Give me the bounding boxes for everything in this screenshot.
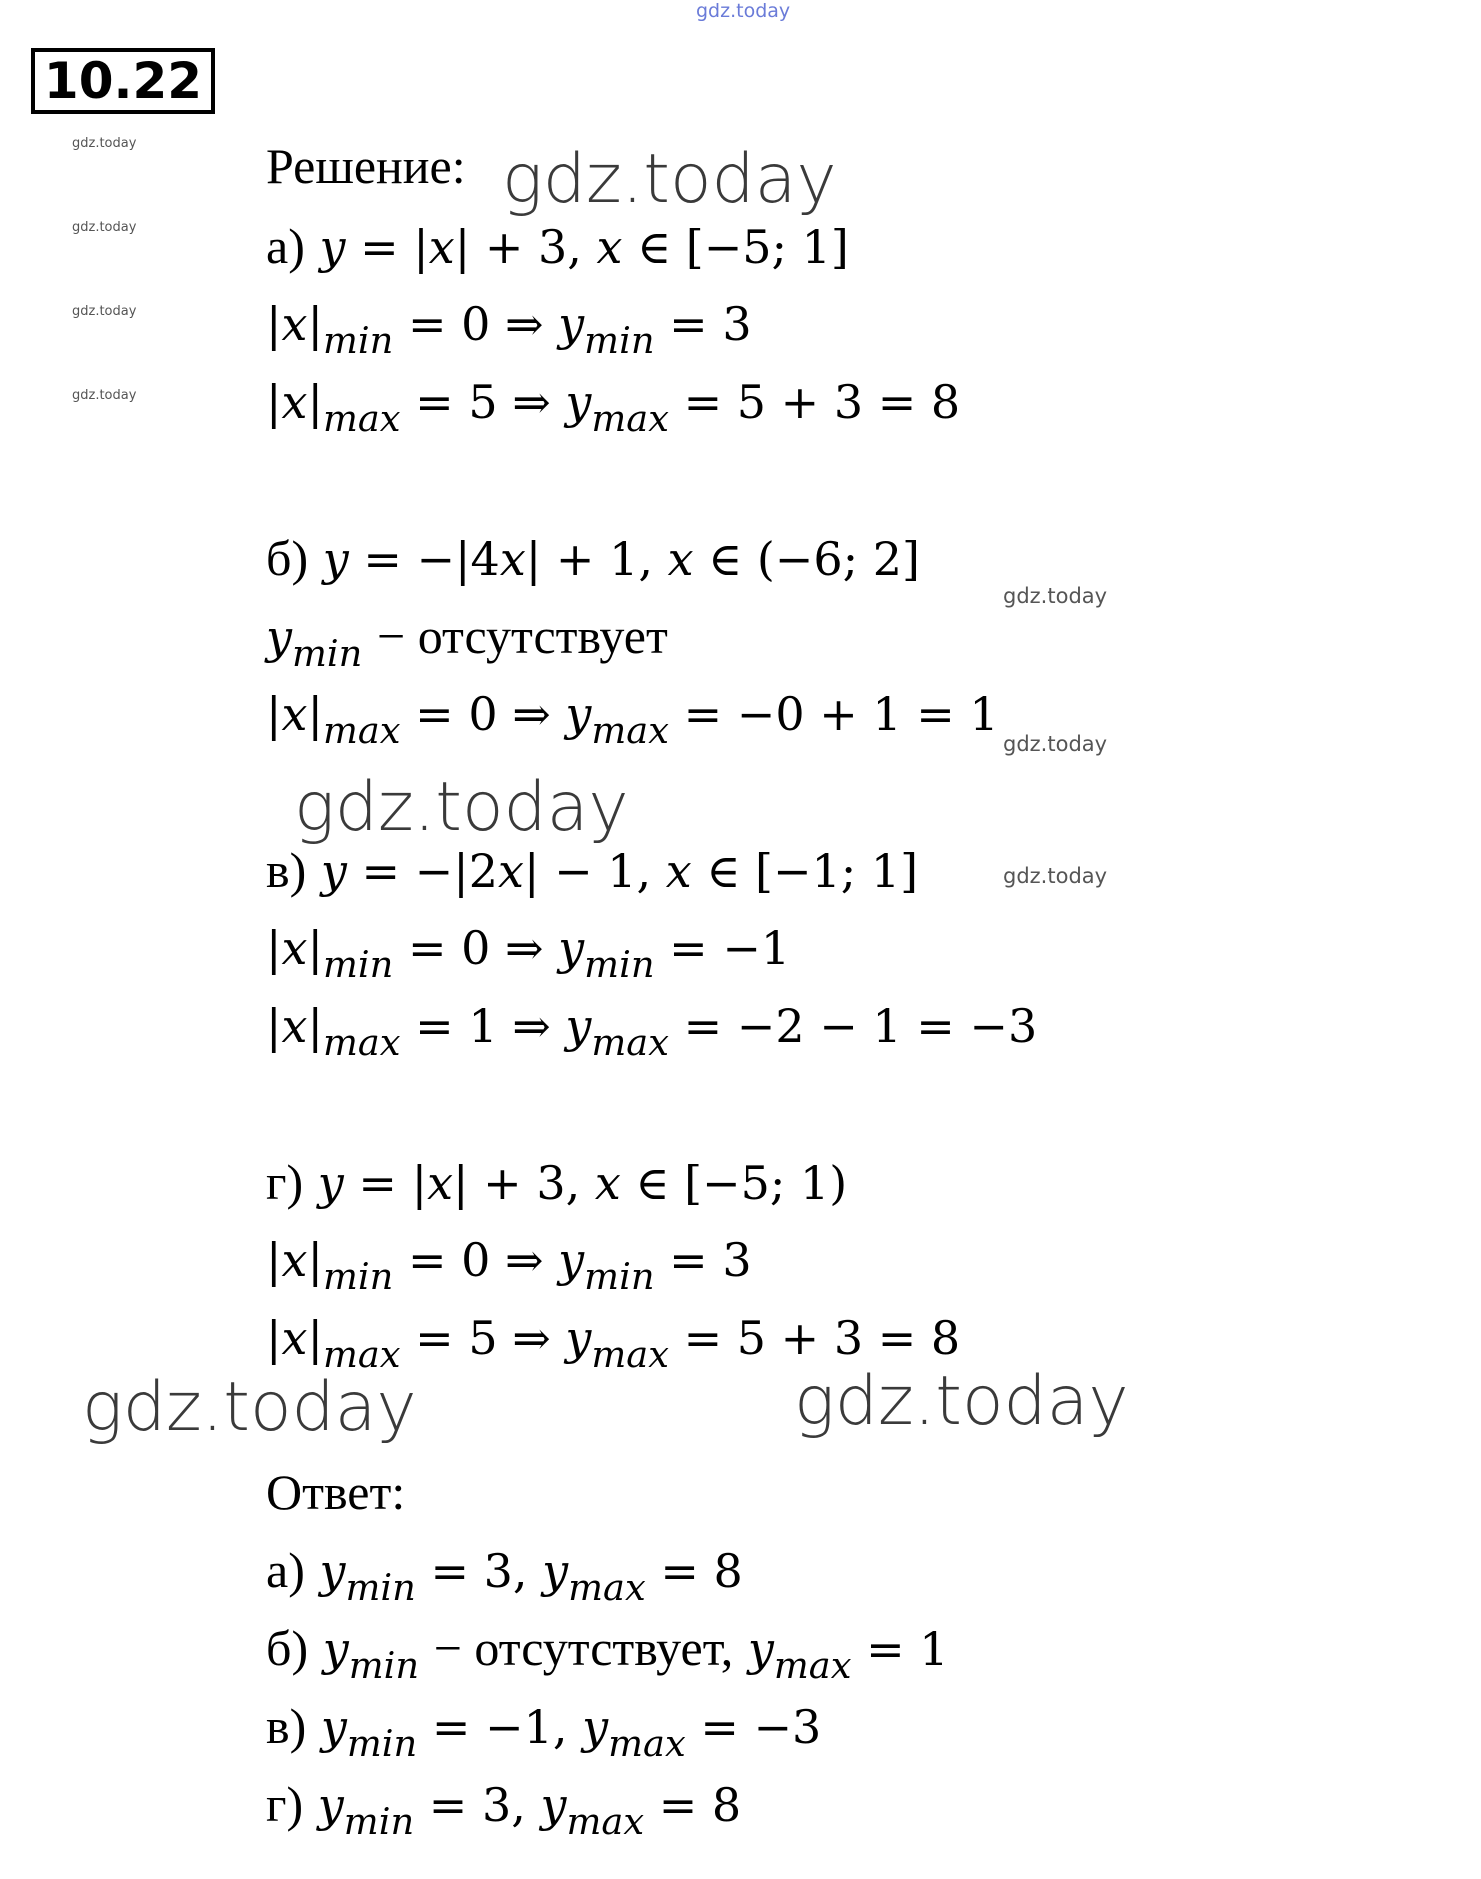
answer-a: а) $y_{min} = 3$, $y_{max} = 8$ — [266, 1542, 743, 1609]
solution-d-line-3: $|x|_{max} = 5$ ⇒ $y_{max} = 5 + 3 = 8$ — [266, 1311, 961, 1376]
watermark-large: gdz.today — [502, 140, 837, 219]
solution-b-line-2: $y_{min}$ − отсутствует — [266, 608, 668, 675]
solution-d-line-1: г) y = |x| + 3, x ∈ [−5; 1) — [266, 1154, 848, 1210]
solution-c-line-2: $|x|_{min} = 0$ ⇒ $y_{min} = -1$ — [266, 921, 791, 986]
watermark-medium: gdz.today — [1003, 584, 1108, 608]
problem-number: 10.22 — [31, 48, 215, 114]
answer-title: Ответ: — [266, 1464, 406, 1520]
watermark-top: gdz.today — [696, 0, 791, 22]
watermark-small: gdz.today — [72, 136, 137, 151]
answer-c: в) $y_{min} = -1$, $y_{max} = -3$ — [266, 1698, 822, 1765]
watermark-medium: gdz.today — [1003, 864, 1108, 888]
solution-title: Решение: — [266, 138, 466, 194]
solution-a-line-3: $|x|_{max} = 5$ ⇒ $y_{max} = 5 + 3 = 8$ — [266, 375, 961, 440]
answer-b: б) $y_{min}$ − отсутствует, $y_{max} = 1$ — [266, 1620, 949, 1687]
watermark-small: gdz.today — [72, 388, 137, 403]
answer-d: г) $y_{min} = 3$, $y_{max} = 8$ — [266, 1776, 742, 1843]
solution-b-line-1: б) y = −|4x| + 1, x ∈ (−6; 2] — [266, 530, 920, 586]
solution-b-line-3: $|x|_{max} = 0$ ⇒ $y_{max} = -0 + 1 = 1$ — [266, 687, 999, 752]
solution-d-line-2: $|x|_{min} = 0$ ⇒ $y_{min} = 3$ — [266, 1233, 752, 1298]
solution-a-line-2: $|x|_{min} = 0$ ⇒ $y_{min} = 3$ — [266, 297, 752, 362]
solution-c-line-1: в) y = −|2x| − 1, x ∈ [−1; 1] — [266, 842, 919, 898]
watermark-medium: gdz.today — [1003, 732, 1108, 756]
watermark-small: gdz.today — [72, 304, 137, 319]
solution-c-line-3: $|x|_{max} = 1$ ⇒ $y_{max} = -2 - 1 = -3$ — [266, 999, 1038, 1064]
watermark-large: gdz.today — [794, 1362, 1129, 1441]
solution-a-line-1: а) y = |x| + 3, x ∈ [−5; 1] — [266, 218, 849, 274]
watermark-small: gdz.today — [72, 220, 137, 235]
watermark-large: gdz.today — [82, 1368, 417, 1447]
watermark-large: gdz.today — [294, 768, 629, 847]
